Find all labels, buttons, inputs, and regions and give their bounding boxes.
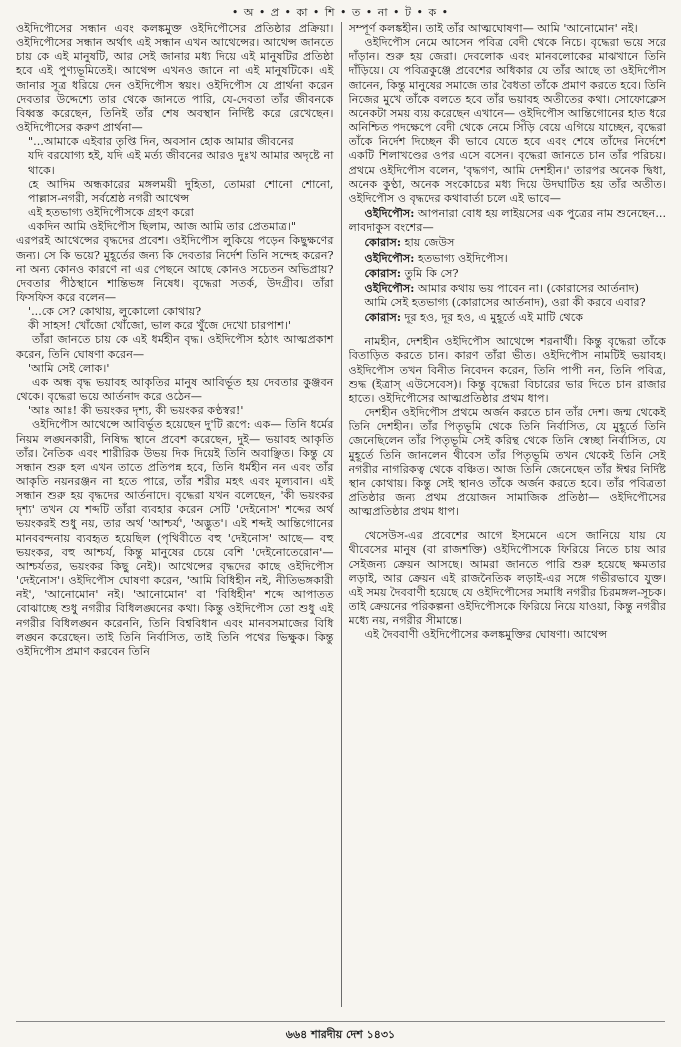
paragraph-text: নামহীন, দেশহীন ওইদিপৌস আথেন্সে শরনার্থী। কিন্তু বৃদ্ধেরা তাঁকে বিতাড়িত করতে চান। কারণ তাঁরা ভীত। ওইদিপৌস নামটিই ভয়াবহ। ওইদিপৌস তখন বিনীত নিবেদন করেন, তিনি পাপী নন, তিনি পবিত্র, শুদ্ধ (ইত্রাস্ এউসেবেস)। কিন্তু বৃদ্ধেরা বিচারের ভার দিতে চান রাজার হাতে। ওইদিপৌসের আত্মপ্রতিষ্ঠার প্রথম ধাপ। bbox=[348, 335, 666, 405]
paragraph bbox=[16, 206, 334, 220]
speaker-label: কোরাস: bbox=[364, 265, 402, 280]
column-divider bbox=[341, 22, 342, 1007]
footer-rule bbox=[16, 1021, 665, 1022]
paragraph bbox=[16, 376, 334, 404]
page-footer bbox=[0, 1026, 681, 1042]
paragraph bbox=[349, 251, 667, 266]
paragraph-text: তুমি কি সে? bbox=[401, 266, 459, 280]
paragraph-text: আমার কথায় ভয় পাবেন না। (কোরাসের আর্তনাদ) bbox=[414, 281, 640, 295]
paragraph bbox=[16, 418, 334, 659]
right-column bbox=[349, 22, 667, 1007]
paragraph bbox=[349, 281, 667, 296]
paragraph bbox=[16, 220, 334, 234]
paragraph bbox=[349, 266, 667, 281]
paragraph-text: তাঁরা জানতে চায় কে এই ধর্মহীন বৃদ্ধ। ওইদিপৌস হঠাৎ আত্মপ্রকাশ করেন, তিনি ঘোষণা করেন— bbox=[16, 333, 334, 361]
paragraph bbox=[349, 406, 667, 519]
article-body bbox=[16, 22, 666, 1007]
page-number-and-magazine: ৬৬৪ শারদীয় দেশ ১৪৩১ bbox=[285, 1028, 396, 1041]
paragraph-text: এরপরই আথেন্সের বৃদ্ধদের প্রবেশ। ওইদিপৌস লুকিয়ে পড়েন কিছুক্ষণের জন্য। সে কি ভয়ে? মুহূর্তের জন্য কি দেবতার নির্দেশ তিনি সন্দেহ করেন? না অন্য কোনও কারণে না এর পেছনে আছে কোনও সচেতন অভিপ্রায়? দেবতার পীঠস্থানে শান্তিভঙ্গ নিষেধ। বৃদ্ধেরা সতর্ক, উদগ্রীব। তাঁরা ফিসফিস করে বলেন— bbox=[16, 234, 334, 304]
paragraph-text: একদিন আমি ওইদিপৌস ছিলাম, আজ আমি তার প্রেতমাত্র।" bbox=[28, 220, 297, 234]
paragraph-text: থেসেউস-এর প্রবেশের আগে ইসমেনে এসে জানিয়ে যায় যে থীবেসের মানুষ (বা রাজশক্তি) ওইদিপৌসকে ফিরিয়ে নিতে চায় আর সেইজন্য ক্রেয়ন আসছে। আমরা জানতে পারি শুরু হয়েছে ক্ষমতার লড়াই, আর ক্রেয়ন এই রাজনৈতিক লড়াই-এর সঙ্গে গভীরভাবে যুক্ত। এই সময় দৈববাণী হয়েছে যে ওইদিপৌসের সমাধি নগরীর চিরমঙ্গল-সূচক। তাই ক্রেয়নের পরিকল্পনা ওইদিপৌসকে ফিরিয়ে নিয়ে যাওয়া, কিন্তু নগরীর মধ্যে নয়, নগরীর সীমান্তে। bbox=[348, 529, 666, 628]
paragraph-text: হতভাগ্য ওইদিপৌস। bbox=[414, 251, 508, 265]
paragraph bbox=[349, 310, 667, 325]
speaker-label: ওইদিপৌস: bbox=[364, 250, 415, 265]
paragraph bbox=[16, 149, 334, 177]
paragraph-text: হে আদিম অন্ধকারের মঙ্গলময়ী দুহিতা, তোমরা শোনো শোনো, পাল্লাস-নগরী, সর্বশ্রেষ্ঠ নগরী আথেন্স bbox=[28, 177, 334, 205]
paragraph bbox=[16, 178, 334, 206]
paragraph bbox=[349, 22, 667, 36]
paragraph-text: এই হতভাগ্য ওইদিপৌসকে গ্রহণ করো bbox=[28, 206, 194, 220]
paragraph bbox=[16, 135, 334, 149]
speaker-label: ওইদিপৌস: bbox=[364, 280, 415, 295]
speaker-label: কোরাস: bbox=[364, 310, 402, 325]
paragraph bbox=[349, 296, 667, 310]
paragraph-text: "...আমাকে এইবার তৃপ্তি দিন, অবসান হোক আমার জীবনের bbox=[28, 135, 294, 149]
left-column bbox=[16, 22, 334, 1007]
paragraph bbox=[16, 362, 334, 376]
running-header: • অ • প্র • কা • শি • ত • না • ট • ক • bbox=[231, 6, 450, 19]
paragraph-text: এক অন্ধ বৃদ্ধ ভয়াবহ আকৃতির মানুষ আবির্ভূত হয় দেবতার কুঞ্জবন থেকে। বৃদ্ধেরা ভয়ে আর্তনাদ করে ওঠেন— bbox=[16, 375, 334, 404]
speaker-label: কোরাস: bbox=[364, 235, 402, 250]
paragraph bbox=[16, 22, 334, 135]
paragraph-text: দূর হও, দূর হও, এ মুহূর্তে এই মাটি থেকে bbox=[401, 311, 584, 325]
paragraph bbox=[349, 206, 667, 235]
paragraph-text: এই দৈববাণী ওইদিপৌসের কলঙ্কমুক্তির ঘোষণা। আথেন্স bbox=[364, 628, 608, 642]
paragraph bbox=[16, 234, 334, 305]
paragraph-text: আপনারা বোধ হয় লাইয়সের এক পুত্রের নাম শুনেছেন... লাবদাকুস বংশের— bbox=[348, 207, 666, 235]
paragraph-text: আমি সেই হতভাগ্য (কোরাসের আর্তনাদ), ওরা কী করবে এবার? bbox=[364, 295, 646, 309]
paragraph bbox=[349, 235, 667, 250]
paragraph-text: 'আমি সেই লোক।' bbox=[28, 361, 110, 375]
paragraph bbox=[16, 319, 334, 333]
paragraph bbox=[349, 529, 667, 628]
paragraph-text: ওইদিপৌস নেমে আসেন পবিত্র বেদী থেকে নিচে। বৃদ্ধেরা ভয়ে সরে দাঁড়ান। শুরু হয় জেরা। দেবলোক এবং মানবলোকের মাঝখানে তিনি দাঁড়িয়ে। যে পবিত্রকুঞ্জে প্রবেশের অধিকার যে তাঁর আছে তা ওইদিপৌস জানেন, কিন্তু মানুষের সমাজে তার বৈধতা তাঁকে প্রমাণ করতে হবে। তিনি নিজের মুখে তাঁকে বলতে হবে তাঁর ভয়াবহ অতীতের কথা। সোফোক্লেস অনেকটা সময় ব্যয় করেছেন এখানে— ওইদিপৌস আন্তিগোনের হাত ধরে অনিশ্চিত পদক্ষেপে বেদী থেকে নেমে সিঁড়ি বেয়ে এগিয়ে যাচ্ছেন, বৃদ্ধেরা তাঁকে নির্দেশ দিচ্ছেন কী ভাবে যেতে হবে এবং শেষে তাঁদের নির্দেশে একটি শিলাখণ্ডের ওপর এসে বসেন। বৃদ্ধেরা জানতে চান তাঁর পরিচয়। প্রথমে ওইদিপৌস বলেন, 'বৃদ্ধগণ, আমি দেশহীন।' তারপর অনেক দ্বিধা, অনেক কুণ্ঠা, অনেক সংকোচের মধ্য দিয়ে উদঘাটিত হয় তাঁর অতীত। ওইদিপৌস ও বৃদ্ধদের কথাবার্তা চলে এই ভাবে— bbox=[348, 36, 666, 205]
paragraph-text: সম্পূর্ণ কলঙ্কহীন। তাই তাঁর আত্মঘোষণা— আমি 'আনোমোন' নই। bbox=[348, 22, 638, 35]
paragraph-text: কী সাহস! খোঁজো খোঁজো, ভাল করে খুঁজে দেখো চারপাশ।' bbox=[28, 319, 291, 333]
paragraph-text: ওইদিপৌসের সন্ধান এবং কলঙ্কমুক্ত ওইদিপৌসের প্রতিষ্ঠার প্রক্রিয়া। ওইদিপৌসের সন্ধান অর্থাৎ এই সন্ধান এখন আথেন্সের। আথেন্স জানতে চায় কে এই মানুষটি, আর সেই জানার মধ্য দিয়ে এই মানুষটির প্রতিষ্ঠা হবে এই পুণ্যভূমিতেই। আথেন্স এখনও জানে না এই মানুষটিকে। এই জানার সূত্র ধরিয়ে দেন ওইদিপৌস স্বয়ং। ওইদিপৌস যে প্রার্থনা করেন দেবতার উদ্দেশ্যে তার থেকে জানতে পারি, যে-দেবতা তাঁর জীবনকে বিধ্বস্ত করেছেন, তিনিই তাঁর শেষ অবস্থান নির্দিষ্ট করে রেখেছেন। ওইদিপৌসের করুণ প্রার্থনা— bbox=[16, 22, 334, 135]
speaker-label: ওইদিপৌস: bbox=[364, 206, 415, 221]
paragraph-text: 'আঃ আঃ! কী ভয়ংকর দৃশ্য, কী ভয়ংকর কণ্ঠস্বর!' bbox=[28, 404, 244, 418]
paragraph bbox=[16, 305, 334, 319]
paragraph-text: '...কে সে? কোথায়, লুকোলো কোথায়? bbox=[28, 305, 202, 319]
paragraph-text: ওইদিপৌস আথেন্সে আবির্ভূত হয়েছেন দু'টি রূপে: এক— তিনি ধর্মের নিয়ম লঙ্ঘনকারী, নিষিদ্ধ স্থানে প্রবেশ করেছেন, দুই— ভয়াবহ আকৃতি তাঁর। নৈতিক এবং শারীরিক উভয় দিক দিয়েই তিনি অবাঞ্ছিত। কিন্তু যে সন্ধান শুরু হল এখন তাতে প্রতিপন্ন হবে, তিনি ধর্মহীন নন এবং তাঁর আকৃতি নয়নরঞ্জন না হতে পারে, তাঁর শরীর মহৎ এবং মূল্যবান। এই সন্ধান শুরু হয় বৃদ্ধদের আর্তনাদে। বৃদ্ধেরা যখন বলেছেন, 'কী ভয়ংকর দৃশ্য' তখন যে শব্দটি তাঁরা ব্যবহার করেন সেটি 'দেইনোস' শব্দের অর্থ ভয়ংকরই শুধু নয়, তার অর্থ 'আশ্চর্য', 'অদ্ভুত'। এই শব্দই আন্তিগোনের মানববন্দনায় ব্যবহৃত হয়েছিল (পৃথিবীতে বহু 'দেইনোস' আছে— বহু ভয়ংকর, বহু আশ্চর্য, কিন্তু মানুষের চেয়ে বেশি 'দেইনোতেরোন'— আশ্চর্যতর, ভয়ংকর কিছু নেই)। আথেন্সের বৃদ্ধদের কাছে ওইদিপৌস 'দেইনোস'। ওইদিপৌস ঘোষণা করেন, 'আমি বিধিহীন নই, নীতিভঙ্গকারী নই', 'আনোমোন' নই। 'আনোমোন' বা 'বিধিহীন' শব্দে আপাতত বোঝাচ্ছে শুধু নগরীর বিধিলঙ্ঘনের কথা। কিন্তু ওইদিপৌস তো শুধু এই নগরীর বিধিলঙ্ঘন করেননি, তিনি বিশ্ববিধান এবং মানবসমাজের বিধি লঙ্ঘন করেছেন। তাই তিনি নির্বাসিত, তাই তিনি পথের ভিক্ষুক। কিন্তু ওইদিপৌস প্রমাণ করবেন তিনি bbox=[16, 418, 334, 658]
paragraph-text: দেশহীন ওইদিপৌস প্রথমে অর্জন করতে চান তাঁর দেশ। জন্ম থেকেই তিনি দেশহীন। তাঁর পিতৃভূমি থেকে তিনি নির্বাসিত, যে মুহূর্তে তিনি জেনেছিলেন তাঁর পিতৃভূমি সেই করিন্থ থেকে তিনি স্বেচ্ছা নির্বাসিত, যে মুহূর্তে তিনি জানলেন থীবেস তাঁর পিতৃভূমি তখন থেকেই তিনি সেই নগরীর নাগরিকত্ব থেকে বঞ্চিত। আজ তিনি জেনেছেন তাঁর ঈশ্বর নির্দিষ্ট স্থান কোথায়। কিন্তু সেই স্থানও তাঁকে অর্জন করতে হবে। তাঁর পবিত্রতা প্রতিষ্ঠার জন্য প্রথম প্রয়োজন সামাজিক প্রতিষ্ঠা— ওইদিপৌসের আত্মপ্রতিষ্ঠার প্রথম ধাপ। bbox=[348, 406, 666, 519]
paragraph bbox=[349, 335, 667, 406]
paragraph bbox=[349, 628, 667, 642]
paragraph bbox=[16, 333, 334, 361]
paragraph-text: হায় জেউস bbox=[401, 236, 455, 250]
paragraph-text: যদি বরযোগ্য হই, যদি এই মর্ত্য জীবনের আরও দুঃখ আমার অদৃষ্টে না থাকে। bbox=[28, 149, 334, 177]
paragraph bbox=[349, 36, 667, 206]
paragraph bbox=[16, 404, 334, 418]
